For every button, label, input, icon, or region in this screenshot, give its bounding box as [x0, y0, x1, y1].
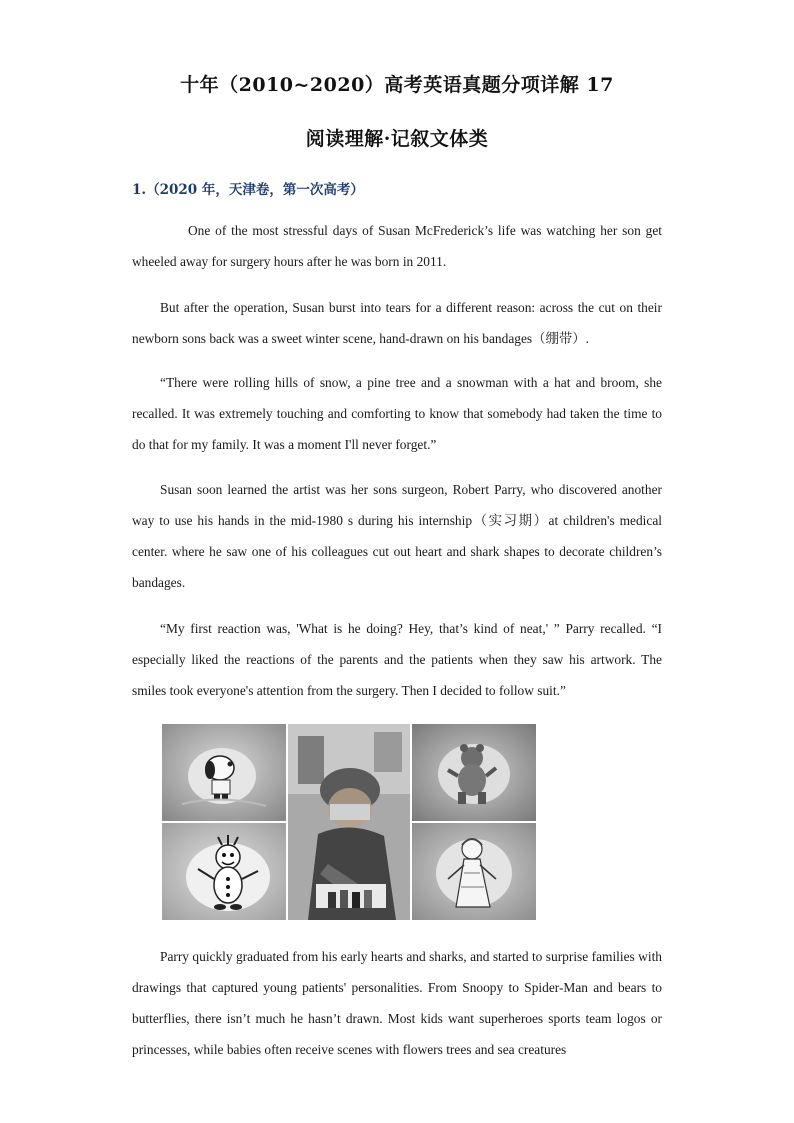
document-subtitle: 阅读理解·记叙文体类 [305, 128, 489, 150]
snoopy-bandage-photo [162, 724, 286, 821]
question-label: 1.（2020 年，天津卷，第一次高考） [132, 182, 364, 198]
paragraph-6: Parry quickly graduated from his early hearts and sharks, and started to surprise families with drawings that captured young patients' personalities. From Snoopy to Spider-Man and bears to butterflies, there isn’t much he hasn’t drawn. Most kids want superheroes sports team logos or princesses, while babies often receive scenes with flowers trees and sea creatures [132, 949, 662, 1057]
paragraph-5: “My first reaction was, 'What is he doing? Hey, that’s kind of neat,' ” Parry recalled. “I especially liked the reactions of the parents and the patients when they saw his artwork. The smiles took everyone's attention from the surgery. Then I decided to follow suit.” [132, 621, 662, 698]
paragraph-4: Susan soon learned the artist was her sons surgeon, Robert Parry, who discovered another way to use his hands in the mid-1980 s during his internship（实习期）at children's medical center. where he saw one of his colleagues cut out heart and shark shapes to decorate children’s bandages. [132, 482, 662, 590]
paragraph-2: But after the operation, Susan burst into tears for a different reason: across the cut on their newborn sons back was a sweet winter scene, hand-drawn on his bandages（绷带）. [132, 300, 662, 346]
paragraph-1: One of the most stressful days of Susan McFrederick’s life was watching her son get wheeled away for surgery hours after he was born in 2011. [132, 223, 662, 269]
princess-bandage-photo [412, 823, 536, 920]
document-title: 十年（2010~2020）高考英语真题分项详解 17 [180, 74, 614, 96]
snowman-bandage-photo [162, 823, 286, 920]
bear-bandage-photo [412, 724, 536, 821]
paragraph-3: “There were rolling hills of snow, a pine tree and a snowman with a hat and broom, she recalled. It was extremely touching and comforting to know that somebody had taken the time to do that for my family. It was a moment I'll never forget.” [132, 375, 662, 452]
bandage-art-collage [162, 724, 536, 920]
surgeon-drawing-photo [288, 724, 410, 920]
